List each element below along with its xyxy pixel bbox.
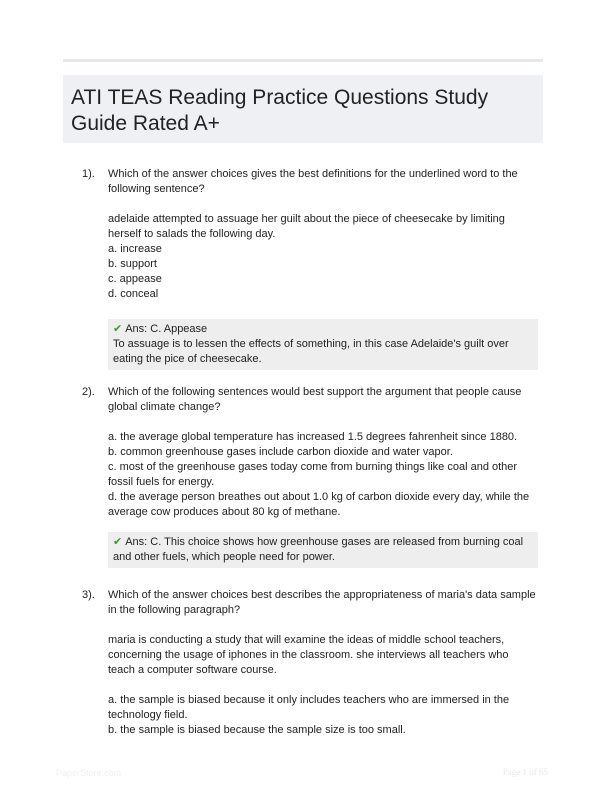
question-body — [108, 385, 538, 568]
footer-page-number: Page 1 of 65 — [502, 767, 548, 777]
title-banner — [63, 75, 543, 143]
option-a: a. the average global temperature has increased 1.5 degrees fahrenheit since 1880. — [108, 431, 518, 443]
answer-text: Ans: C. This choice shows how greenhouse gases are released from burning coal and other fuels, which people need for power. — [113, 536, 524, 563]
document-title: ATI TEAS Reading Practice Questions Study Guide Rated A+ — [71, 86, 489, 135]
option-b: b. the sample is biased because the sample size is too small. — [108, 724, 406, 736]
footer-site: PaperStore.com — [56, 768, 122, 778]
option-d: d. conceal — [108, 288, 159, 300]
answer-label: Ans: C. Appease — [125, 323, 208, 335]
answer-line — [113, 535, 533, 565]
answer-explanation: To assuage is to lessen the effects of something, in this case Adelaide's guilt over eating the pice of cheesecake. — [113, 338, 509, 365]
question-prompt: Which of the answer choices best describes the appropriateness of maria's data sample in the following paragraph? — [108, 589, 536, 616]
question-number: 3). — [82, 589, 95, 601]
answer-box — [108, 319, 538, 370]
question-number: 1). — [82, 168, 95, 180]
question-prompt: Which of the following sentences would best support the argument that people cause global climate change? — [108, 386, 522, 413]
option-d: d. the average person breathes out about 1.0 kg of carbon dioxide every day, while the average cow produces about 80 kg of methane. — [108, 491, 530, 518]
option-b: b. common greenhouse gases include carbon dioxide and water vapor. — [108, 446, 453, 458]
question-body — [108, 167, 538, 370]
answer-box — [108, 532, 538, 568]
checkmark-icon: ✔ — [113, 323, 123, 335]
checkmark-icon: ✔ — [113, 536, 123, 548]
option-a: a. increase — [108, 243, 162, 255]
option-b: b. support — [108, 258, 157, 270]
question-body — [108, 588, 538, 738]
answer-line — [113, 322, 533, 337]
question-passage: adelaide attempted to assuage her guilt about the piece of cheesecake by limiting herself to salads the following day. — [108, 213, 505, 240]
option-c: c. appease — [108, 273, 162, 285]
question-number: 2). — [82, 386, 95, 398]
question-passage: maria is conducting a study that will examine the ideas of middle school teachers, concerning the usage of iphones in the classroom. she interviews all teachers who teach a computer software course. — [108, 634, 509, 676]
option-c: c. most of the greenhouse gases today come from burning things like coal and other fossil fuels for energy. — [108, 461, 518, 488]
top-rule — [63, 59, 543, 62]
option-a: a. the sample is biased because it only includes teachers who are immersed in the technology field. — [108, 694, 510, 721]
question-prompt: Which of the answer choices gives the best definitions for the underlined word to the following sentence? — [108, 168, 518, 195]
